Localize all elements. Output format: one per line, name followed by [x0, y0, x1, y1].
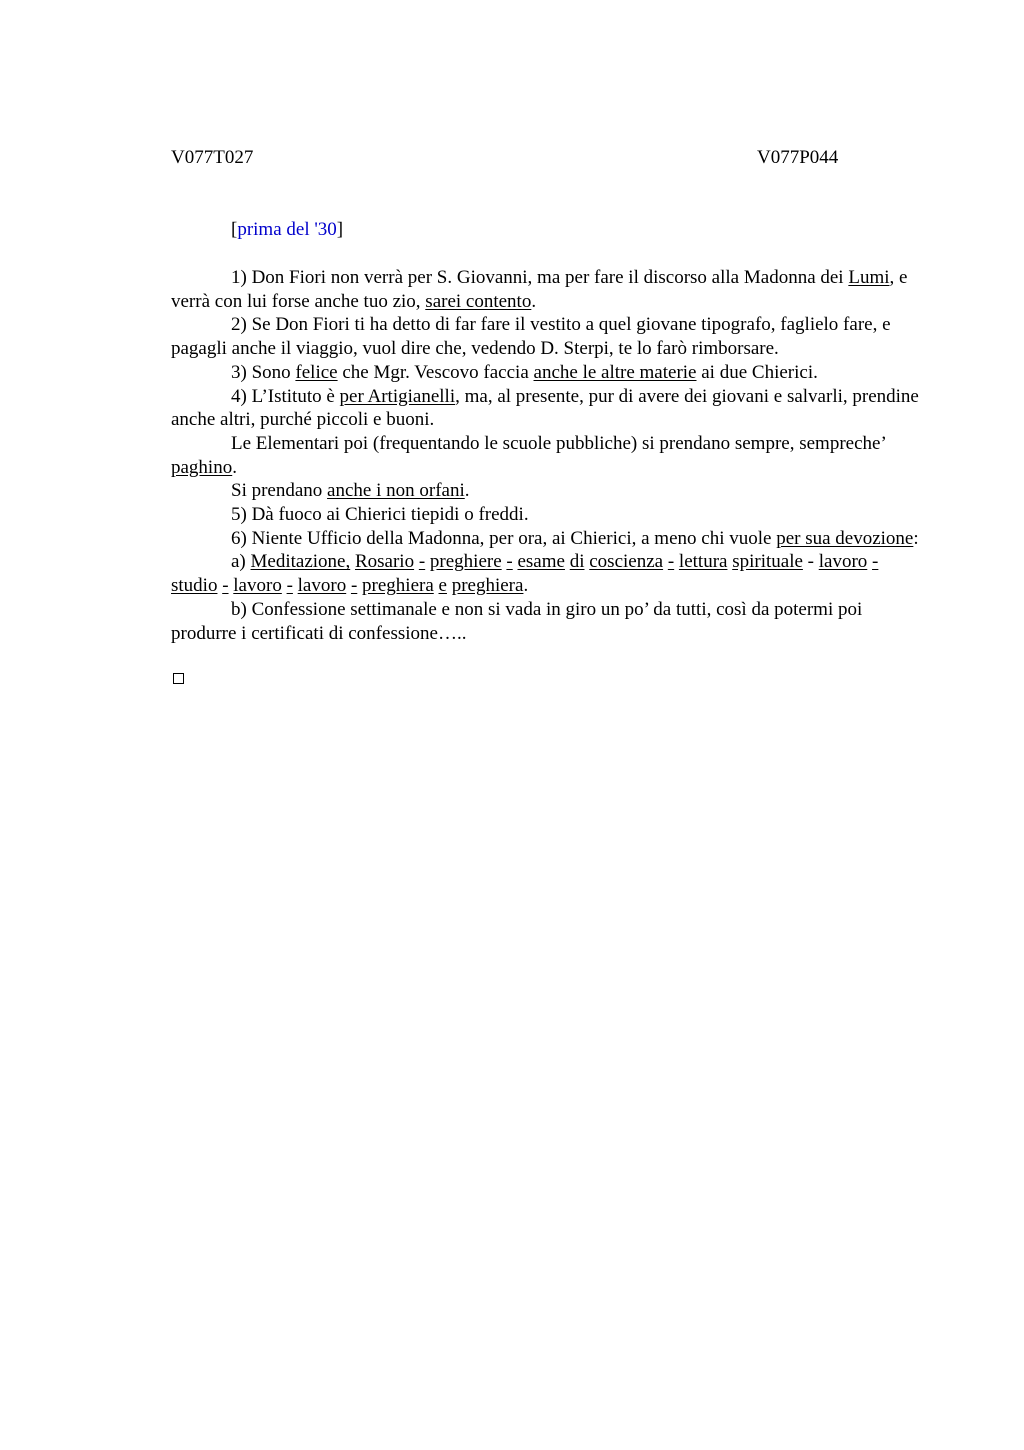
- underlined-text: preghiera: [362, 575, 434, 597]
- underlined-text: Rosario: [354, 551, 415, 573]
- underlined-text: anche le altre materie: [533, 361, 697, 383]
- text-run: :: [913, 527, 919, 549]
- text-run: .: [464, 480, 470, 502]
- paragraph-5: [171, 432, 927, 479]
- underlined-text: -: [506, 551, 513, 573]
- paragraph-10: [171, 598, 927, 645]
- text-run: 6) Niente Ufficio della Madonna, per ora, ai Chierici, a meno chi vuole: [231, 527, 777, 549]
- text-run: Si prendano: [231, 480, 328, 502]
- underlined-text: lavoro: [818, 551, 868, 573]
- text-run: -: [807, 551, 814, 573]
- underlined-text: anche i non orfani: [327, 480, 465, 502]
- underlined-text: coscienza: [589, 551, 664, 573]
- underlined-text: per sua devozione: [776, 527, 914, 549]
- paragraph-7: [171, 503, 927, 527]
- text-run: 3) Sono: [231, 361, 296, 383]
- underlined-text: paghino: [171, 456, 233, 478]
- underlined-text: -: [286, 575, 293, 597]
- paragraph-9: [171, 550, 927, 597]
- text-run: .: [523, 575, 529, 597]
- date-text: prima del '30: [237, 219, 337, 240]
- square-box-icon: [173, 673, 184, 684]
- text-run: 4) L’Istituto è: [231, 385, 340, 407]
- date-annotation: [231, 218, 343, 242]
- text-run: 2) Se Don Fiori ti ha detto di far fare il vestito a quel giovane tipografo, faglielo fare, e pagagli anche il viaggio, vuol dire che, vedendo D. Sterpi, te lo farò rimborsare.: [171, 314, 891, 360]
- text-run: .: [232, 456, 237, 478]
- text-run: ai due Chierici.: [696, 361, 818, 383]
- text-run: , ma, al presente, pur di avere dei giovani e salvarli, prendine anche altri, purché piccoli e buoni.: [171, 385, 919, 431]
- underlined-text: spirituale: [732, 551, 803, 573]
- underlined-text: esame: [517, 551, 565, 573]
- underlined-text: e: [438, 575, 447, 597]
- underlined-text: lavoro: [297, 575, 347, 597]
- paragraph-8: [171, 527, 927, 551]
- document-code-left: V077T027: [171, 147, 254, 168]
- text-run: , e verrà con lui forse anche tuo zio,: [171, 267, 908, 312]
- underlined-text: preghiera: [451, 575, 524, 597]
- underlined-text: studio: [171, 575, 218, 597]
- underlined-text: -: [667, 551, 675, 573]
- text-run: Le Elementari poi (frequentando le scuole pubbliche) si prendano sempre, sempreche’: [231, 432, 886, 454]
- underlined-text: sarei contento: [425, 290, 532, 312]
- paragraph-1: [171, 266, 927, 313]
- text-run: che Mgr. Vescovo faccia: [337, 361, 534, 383]
- underlined-text: di: [569, 551, 585, 573]
- underlined-text: felice: [295, 361, 338, 383]
- text-run: 5) Dà fuoco ai Chierici tiepidi o freddi.: [231, 504, 529, 526]
- paragraph-4: [171, 385, 927, 432]
- underlined-text: -: [872, 551, 879, 573]
- underlined-text: preghiere: [429, 551, 502, 573]
- underlined-text: per Artigianelli: [339, 385, 456, 407]
- paragraph-2: [171, 313, 927, 360]
- letter-body: [171, 266, 927, 645]
- date-open-bracket: [: [231, 219, 238, 240]
- text-run: a): [231, 551, 251, 573]
- underlined-text: lettura: [678, 551, 728, 573]
- text-run: 1) Don Fiori non verrà per S. Giovanni, ma per fare il discorso alla Madonna dei: [231, 267, 849, 288]
- underlined-text: Meditazione,: [250, 551, 351, 573]
- underlined-text: -: [222, 575, 229, 597]
- underlined-text: -: [418, 551, 426, 573]
- paragraph-6: [171, 479, 927, 503]
- underlined-text: Lumi: [848, 267, 890, 288]
- text-run: .: [531, 290, 537, 312]
- date-close-bracket: ]: [336, 219, 344, 240]
- text-run: b) Confessione settimanale e non si vada in giro un po’ da tutti, così da potermi poi produrre i certificati di confessione…..: [171, 598, 863, 644]
- paragraph-3: [171, 361, 927, 385]
- document-code-right: V077P044: [757, 147, 839, 168]
- underlined-text: lavoro: [233, 575, 282, 597]
- underlined-text: -: [350, 575, 358, 597]
